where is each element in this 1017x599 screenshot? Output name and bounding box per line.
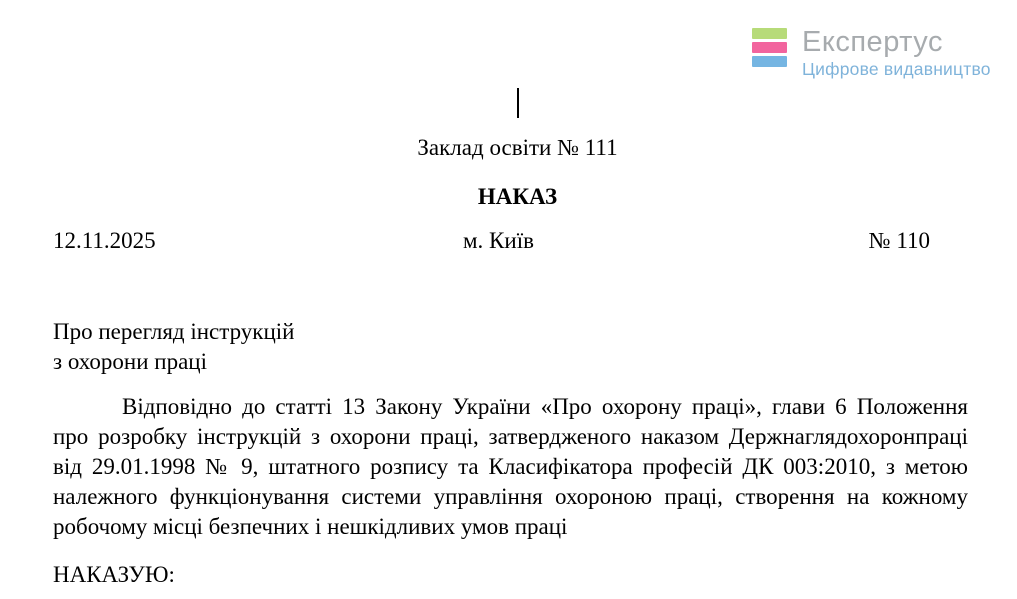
preamble-paragraph bbox=[53, 392, 968, 542]
document-meta-row bbox=[53, 226, 968, 256]
logo-brand-name: Експертус bbox=[802, 26, 943, 58]
paragraph-line: належного функціонування системи управління охороною праці, створення на кожному bbox=[53, 484, 968, 509]
document-number: № 110 bbox=[868, 228, 930, 253]
document-subject bbox=[53, 317, 968, 377]
document-date: 12.11.2025 bbox=[53, 228, 156, 253]
paragraph-line: від 29.01.1998 № 9, штатного розпису та Класифікатора професій ДК 003:2010, з метою bbox=[53, 454, 968, 479]
logo-tagline: Цифрове видавництво bbox=[802, 59, 991, 79]
subject-line: Про перегляд інструкцій bbox=[53, 319, 295, 344]
organization-name: Заклад освіти № 111 bbox=[417, 135, 618, 160]
paragraph-line: Відповідно до статті 13 Закону України «Про охорону праці», глави 6 Положення bbox=[122, 394, 968, 419]
document-type-heading: НАКАЗ bbox=[477, 184, 558, 209]
paragraph-line: робочому місці безпечних і нешкідливих умов праці bbox=[53, 514, 568, 539]
paragraph-line: про розробку інструкцій з охорони праці, затвердженого наказом Держнаглядохоронпраці bbox=[53, 424, 968, 449]
resolution-word: НАКАЗУЮ: bbox=[53, 562, 175, 587]
document-city: м. Київ bbox=[463, 228, 534, 253]
subject-line: з охорони праці bbox=[53, 349, 207, 374]
